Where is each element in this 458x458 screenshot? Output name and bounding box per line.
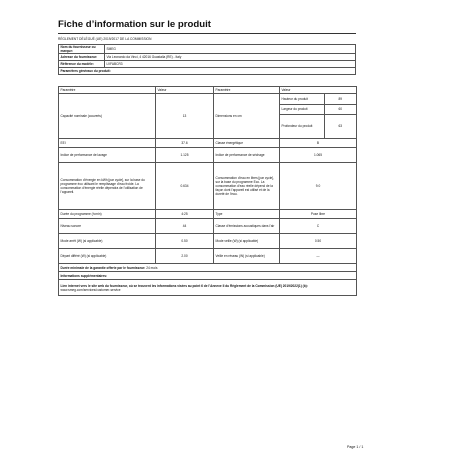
standby-mode-label: Mode veille (W) (si applicable) [214, 234, 280, 249]
networked-standby-label: Veille en réseau (W) (si applicable) [214, 249, 280, 264]
energy-class-value: B [280, 139, 357, 148]
supplier-table [58, 44, 356, 75]
supplier-name-label: Nom du fournisseur ou marque: [59, 45, 105, 54]
warranty-label: Durée minimale de la garantie offerte par le fournisseur: [60, 265, 146, 270]
supplier-address-value: Via Leonardo da Vinci, 4 42016 Guastalla (RE) - Italy [105, 54, 356, 61]
dimensions-cell [280, 94, 357, 139]
page-number: Page 1 / 1 [347, 445, 364, 449]
energy-consumption-value: 0.634 [156, 163, 214, 210]
regulation-reference: RÈGLEMENT DÉLÉGUÉ (UE) 2019/2017 DE LA COMMISSION [58, 37, 152, 41]
eei-value: 37.6 [156, 139, 214, 148]
noise-class-value: C [280, 219, 357, 234]
type-value: Pose libre [280, 210, 357, 219]
dry-index-label: Indice de performance de séchage [214, 148, 280, 163]
depth-label: Profondeur du produit [281, 124, 313, 129]
parameters-table [58, 86, 357, 296]
energy-consumption-label: Consommation d’énergie en kWh [par cycle], sur la base du programme éco utilisant le remplissage d’eau froide. La consommation d’énergie réelle dépendra de l’utilisation de l’appareil. [59, 163, 156, 210]
noise-class-label: Classe d’émissions acoustiques dans l’air [214, 219, 280, 234]
noise-level-value: 44 [156, 219, 214, 234]
off-mode-label: Mode arrêt (W) (si applicable) [59, 234, 156, 249]
supplier-name-value: SMEG [105, 45, 356, 54]
warranty-row [59, 264, 357, 272]
title-divider [58, 33, 356, 34]
program-duration-label: Durée du programme (h:min) [59, 210, 156, 219]
program-duration-value: 4:25 [156, 210, 214, 219]
dry-index-value: 1.065 [280, 148, 357, 163]
width-value: 60 [324, 104, 356, 114]
delay-start-value: 2.00 [156, 249, 214, 264]
eei-label: EEI [59, 139, 156, 148]
general-parameters-heading: Paramètres généraux du produit: [59, 68, 356, 75]
delay-start-label: Départ différé (W) (si applicable) [59, 249, 156, 264]
wash-index-label: Indice de performance de lavage [59, 148, 156, 163]
water-consumption-value: 9.0 [280, 163, 357, 210]
capacity-value: 13 [156, 94, 214, 139]
noise-level-label: Niveau sonore [59, 219, 156, 234]
additional-info-text: Lien internet vers le site web du fournisseur, où se trouvent les informations visées au point 6 de l’Annexe II du Règlement de la Commission (UE) 2019/2022(1) (b): [60, 283, 308, 288]
additional-info-heading: Informations supplémentaires: [59, 272, 357, 280]
off-mode-value: 0.50 [156, 234, 214, 249]
dimensions-label: Dimensions en cm [214, 94, 280, 139]
warranty-value: 24 mois [146, 265, 158, 270]
header-parameter-2: Paramètre [214, 87, 280, 94]
type-label: Type [214, 210, 280, 219]
networked-standby-value: — [280, 249, 357, 264]
water-consumption-label: Consommation d’eau en litres [par cycle], sur la base du programme Eco. La consommation d’eau réelle dépend de la façon dont l’appareil est utilisé et de la dureté de l’eau. [214, 163, 280, 210]
customer-service-link[interactable]: www.smeg.com/services/customer-service [60, 287, 121, 292]
width-label: Largeur du produit [280, 104, 324, 114]
supplier-address-label: Adresse du fournisseur: [59, 54, 105, 61]
energy-class-label: Classe énergétique [214, 139, 280, 148]
standby-mode-value: 0.50 [280, 234, 357, 249]
additional-info-cell [59, 280, 357, 296]
header-value-1: Valeur [156, 87, 214, 94]
wash-index-value: 1.125 [156, 148, 214, 163]
header-value-2: Valeur [280, 87, 357, 94]
depth-value: 63 [324, 114, 356, 138]
header-parameter-1: Paramètre [59, 87, 156, 94]
height-label: Hauteur du produit [280, 94, 324, 104]
model-reference-label: Référence du modèle: [59, 61, 105, 68]
height-value: 89 [324, 94, 356, 104]
model-reference-value: LVFABCR3 [105, 61, 356, 68]
dimensions-subtable [280, 94, 356, 138]
capacity-label: Capacité nominale (couverts) [59, 94, 156, 139]
page-title: Fiche d’information sur le produit [58, 19, 211, 30]
